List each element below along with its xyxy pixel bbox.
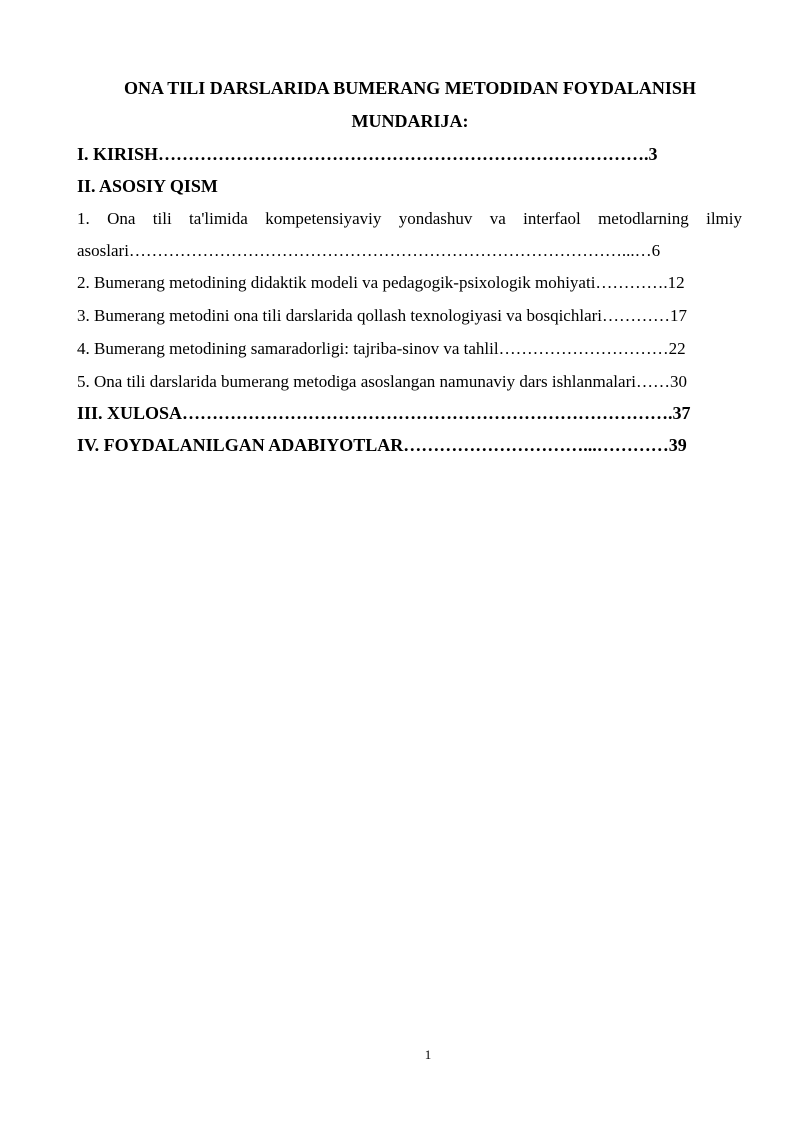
toc-entry-item1-line1: 1. Ona tili ta'limida kompetensiyaviy yondashuv va interfaol metodlarning ilmiy — [77, 209, 742, 228]
toc-entry-references: IV. FOYDALANILGAN ADABIYOTLAR…………………………...…………39 — [77, 435, 687, 455]
toc-heading: MUNDARIJA: — [351, 111, 469, 131]
toc-entry-item5: 5. Ona tili darslarida bumerang metodiga asoslangan namunaviy dars ishlanmalari……30 — [77, 372, 687, 391]
page-number: 1 — [424, 1047, 432, 1062]
document-title: ONA TILI DARSLARIDA BUMERANG METODIDAN FOYDALANISH — [124, 78, 696, 98]
toc-entry-intro: I. KIRISH……………………………………………………………………….3 — [77, 144, 658, 164]
toc-entry-item1-line2: asoslari……………………………………………………………………………...…6 — [77, 241, 661, 260]
toc-entry-main-part: II. ASOSIY QISM — [77, 176, 218, 196]
toc-entry-item4: 4. Bumerang metodining samaradorligi: tajriba-sinov va tahlil…………………………22 — [77, 339, 686, 358]
toc-entry-conclusion: III. XULOSA……………………………………………………………………….37 — [77, 403, 691, 423]
toc-entry-item3: 3. Bumerang metodini ona tili darslarida qollash texnologiyasi va bosqichlari…………17 — [77, 306, 687, 325]
toc-entry-item2: 2. Bumerang metodining didaktik modeli va pedagogik-psixologik mohiyati………….12 — [77, 273, 685, 292]
